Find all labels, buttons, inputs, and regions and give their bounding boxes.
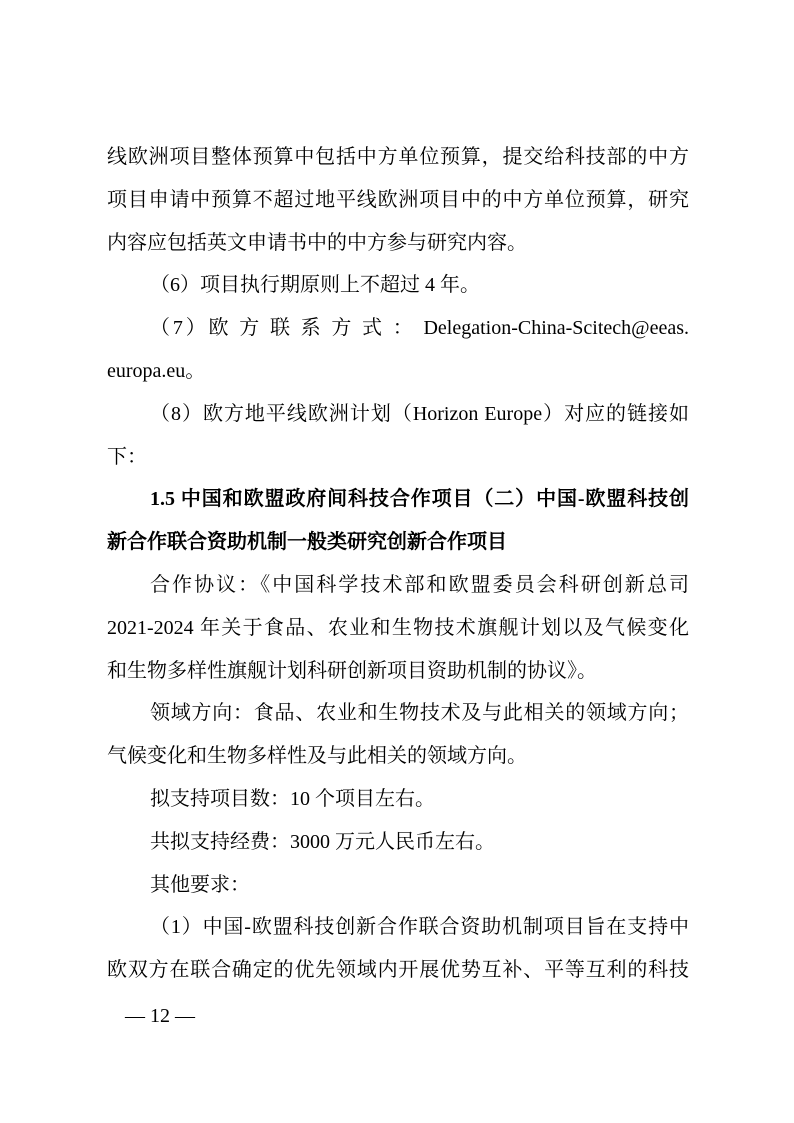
text-line: 项目申请中预算不超过地平线欧洲项目中的中方单位预算，研究 bbox=[107, 188, 689, 211]
text-line: （6）项目执行期原则上不超过 4 年。 bbox=[150, 274, 480, 297]
text-line: （7）欧 方 联 系 方 式 ： Delegation-China-Scitech@eeas. bbox=[150, 317, 689, 340]
text-line: europa.eu。 bbox=[107, 360, 206, 382]
text-line: 内容应包括英文申请书中的中方参与研究内容。 bbox=[107, 231, 527, 254]
text-line: 其他要求： bbox=[150, 873, 250, 896]
text-line: 和生物多样性旗舰计划科研创新项目资助机制的协议》。 bbox=[107, 659, 597, 682]
section-heading-line: 新合作联合资助机制一般类研究创新合作项目 bbox=[107, 531, 507, 554]
text-line: 拟支持项目数：10 个项目左右。 bbox=[150, 788, 435, 810]
text-line: 线欧洲项目整体预算中包括中方单位预算，提交给科技部的中方 bbox=[107, 146, 689, 168]
text-line: （1）中国-欧盟科技创新合作联合资助机制项目旨在支持中 bbox=[150, 916, 689, 939]
page-number: — 12 — bbox=[125, 1005, 195, 1027]
text-line: 领域方向：食品、农业和生物技术及与此相关的领域方向； bbox=[150, 702, 689, 725]
text-line: 合作协议：《中国科学技术部和欧盟委员会科研创新总司 bbox=[150, 574, 689, 596]
section-heading-line: 1.5 中国和欧盟政府间科技合作项目（二）中国-欧盟科技创 bbox=[150, 488, 689, 511]
text-line: 气候变化和生物多样性及与此相关的领域方向。 bbox=[107, 745, 527, 768]
text-line: 2021-2024 年关于食品、农业和生物技术旗舰计划以及气候变化 bbox=[107, 616, 689, 639]
text-line: 共拟支持经费：3000 万元人民币左右。 bbox=[150, 830, 495, 853]
text-line: 下： bbox=[107, 445, 147, 468]
text-line: （8）欧方地平线欧洲计划（Horizon Europe）对应的链接如 bbox=[150, 402, 689, 425]
text-line: 欧双方在联合确定的优先领域内开展优势互补、平等互利的科技 bbox=[107, 959, 689, 982]
